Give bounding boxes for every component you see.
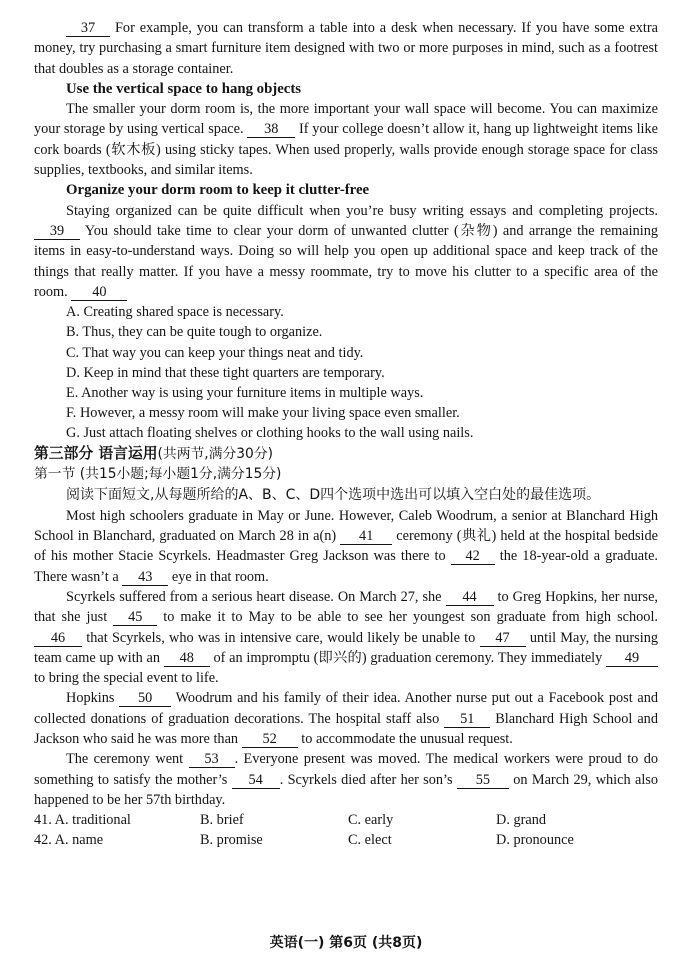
- paragraph-text: ceremony (典礼) held at the hospital bedside of his mother Stacie Scyrkels. Headmaster Greg Jackson was there to: [34, 528, 658, 565]
- blank-37[interactable]: 37: [66, 20, 110, 37]
- blank-38[interactable]: 38: [247, 121, 295, 138]
- blank-44[interactable]: 44: [446, 589, 494, 606]
- paragraph-text: Blanchard High School and Jackson who said he was more than: [34, 710, 658, 748]
- paragraph-text: The smaller your dorm room is, the more important your wall space will become. You can maximize your storage by using vertical space.: [34, 101, 658, 138]
- paragraph-text: Scyrkels suffered from a serious heart disease. On March 27, she: [66, 588, 442, 605]
- cloze-paragraph-2: [34, 587, 658, 688]
- option-e: E. Another way is using your furniture items in multiple ways.: [66, 384, 424, 401]
- blank-53[interactable]: 53: [189, 751, 235, 768]
- question-number: 42.: [34, 832, 52, 849]
- choice-42-c[interactable]: C. elect: [348, 832, 392, 849]
- choice-42-b[interactable]: B. promise: [200, 832, 263, 849]
- paragraph-text: to accommodate the unusual request.: [301, 731, 513, 748]
- paragraph-text: You should take time to clear your dorm of unwanted clutter (杂物) and arrange the remaining items in easy-to-understand ways. Doing so will help you open up additional space and keep track of the things that really matter. If you have a messy roommate, try to move his clutter to a specific area of the room.: [34, 222, 658, 300]
- section-title: 第三部分 语言运用: [34, 444, 158, 462]
- blank-55[interactable]: 55: [457, 772, 509, 789]
- section-three-title: [34, 444, 658, 465]
- choice-41-b[interactable]: B. brief: [200, 812, 244, 829]
- choice-label: A. traditional: [54, 812, 131, 829]
- paragraph-text: Staying organized can be quite difficult when you’re busy writing essays and completing projects.: [66, 202, 658, 219]
- choice-41-a[interactable]: [34, 810, 200, 830]
- paragraph-text: Woodrum and his family of their idea. Another nurse put out a Facebook post and collected donations of graduation decorations. The hospital staff also: [34, 690, 658, 727]
- cloze-paragraph-4: [34, 749, 658, 810]
- subheading-organize: Organize your dorm room to keep it clutter-free: [66, 182, 370, 199]
- paragraph-text: The ceremony went: [66, 751, 184, 768]
- blank-47[interactable]: 47: [480, 630, 526, 647]
- blank-46[interactable]: 46: [34, 630, 82, 647]
- paragraph-text: that Scyrkels, who was in intensive care, would likely be unable to: [86, 629, 476, 646]
- blank-49[interactable]: 49: [606, 650, 658, 667]
- paragraph-text: . Scyrkels died after her son’s: [279, 771, 453, 788]
- paragraph-text: eye in that room.: [171, 568, 269, 585]
- section-one-title: 第一节 (共15小题;每小题1分,满分15分): [34, 466, 282, 483]
- blank-40[interactable]: 40: [71, 284, 127, 301]
- choice-42-a[interactable]: [34, 830, 200, 850]
- paragraph-text: Most high schoolers graduate in May or June. However, Caleb Woodrum, a senior at Blanchard High School in Blanchard, graduated on March 28 in a(n): [34, 507, 658, 545]
- paragraph-37: [34, 18, 658, 79]
- choice-41-c[interactable]: C. early: [348, 812, 394, 829]
- choice-label: A. name: [54, 832, 104, 849]
- cloze-paragraph-3: [34, 688, 658, 749]
- blank-45[interactable]: 45: [113, 609, 157, 626]
- page-footer: 英语(一) 第6页 (共8页): [269, 935, 423, 951]
- paragraph-39-40: [34, 201, 658, 302]
- choice-41-d[interactable]: D. grand: [496, 812, 547, 829]
- blank-42[interactable]: 42: [451, 548, 495, 565]
- question-41: [34, 810, 658, 830]
- paragraph-text: Hopkins: [66, 690, 115, 707]
- paragraph-text: the 18-year-old a graduate. There wasn’t a: [34, 548, 658, 585]
- option-f: F. However, a messy room will make your living space even smaller.: [66, 405, 460, 422]
- paragraph-text: on March 29, which also happened to be her 57th birthday.: [34, 771, 659, 808]
- options-list: [34, 302, 658, 443]
- blank-54[interactable]: 54: [232, 772, 280, 789]
- blank-50[interactable]: 50: [119, 690, 171, 707]
- paragraph-text: to Greg Hopkins, her nurse, that she just: [34, 588, 659, 626]
- option-b: B. Thus, they can be quite tough to organize.: [66, 324, 323, 341]
- paragraph-text: If your college doesn’t allow it, hang up lightweight items like cork boards (软木板) using sticky tapes. When used properly, walls provide enough storage space for class supplies, textbooks, and similar items.: [34, 121, 659, 179]
- subheading-vertical-space: Use the vertical space to hang objects: [66, 80, 302, 97]
- question-number: 41.: [34, 812, 52, 829]
- paragraph-text: For example, you can transform a table into a desk when necessary. If you have some extra money, try purchasing a smart furniture item designed with two or more purposes in mind, such as a footrest that doubles as a storage container.: [34, 20, 658, 77]
- paragraph-text: of an impromptu (即兴的) graduation ceremony. They immediately: [213, 649, 603, 666]
- paragraph-text: . Everyone present was moved. The medical workers were proud to do something to satisfy the mother’s: [34, 751, 659, 788]
- blank-43[interactable]: 43: [122, 569, 168, 586]
- option-g: G. Just attach floating shelves or clothing hooks to the wall using nails.: [66, 425, 474, 442]
- cloze-paragraph-1: [34, 506, 658, 587]
- blank-39[interactable]: 39: [34, 223, 80, 240]
- paragraph-text: until May, the nursing team came up with an: [34, 629, 659, 666]
- blank-41[interactable]: 41: [340, 528, 392, 545]
- blank-48[interactable]: 48: [164, 650, 210, 667]
- question-42: [34, 830, 658, 850]
- choice-42-d[interactable]: D. pronounce: [496, 832, 574, 849]
- option-c: C. That way you can keep your things neat and tidy.: [66, 344, 364, 361]
- paragraph-38: [34, 99, 658, 180]
- section-note: (共两节,满分30分): [157, 445, 274, 462]
- blank-52[interactable]: 52: [242, 731, 298, 748]
- option-a: A. Creating shared space is necessary.: [66, 304, 284, 321]
- paragraph-text: to make it to May to be able to see her youngest son graduate from high school.: [163, 609, 658, 626]
- blank-51[interactable]: 51: [444, 711, 490, 728]
- paragraph-text: to bring the special event to life.: [34, 670, 219, 687]
- instructions: 阅读下面短文,从每题所给的A、B、C、D四个选项中选出可以填入空白处的最佳选项。: [66, 486, 601, 503]
- option-d: D. Keep in mind that these tight quarters are temporary.: [66, 364, 385, 381]
